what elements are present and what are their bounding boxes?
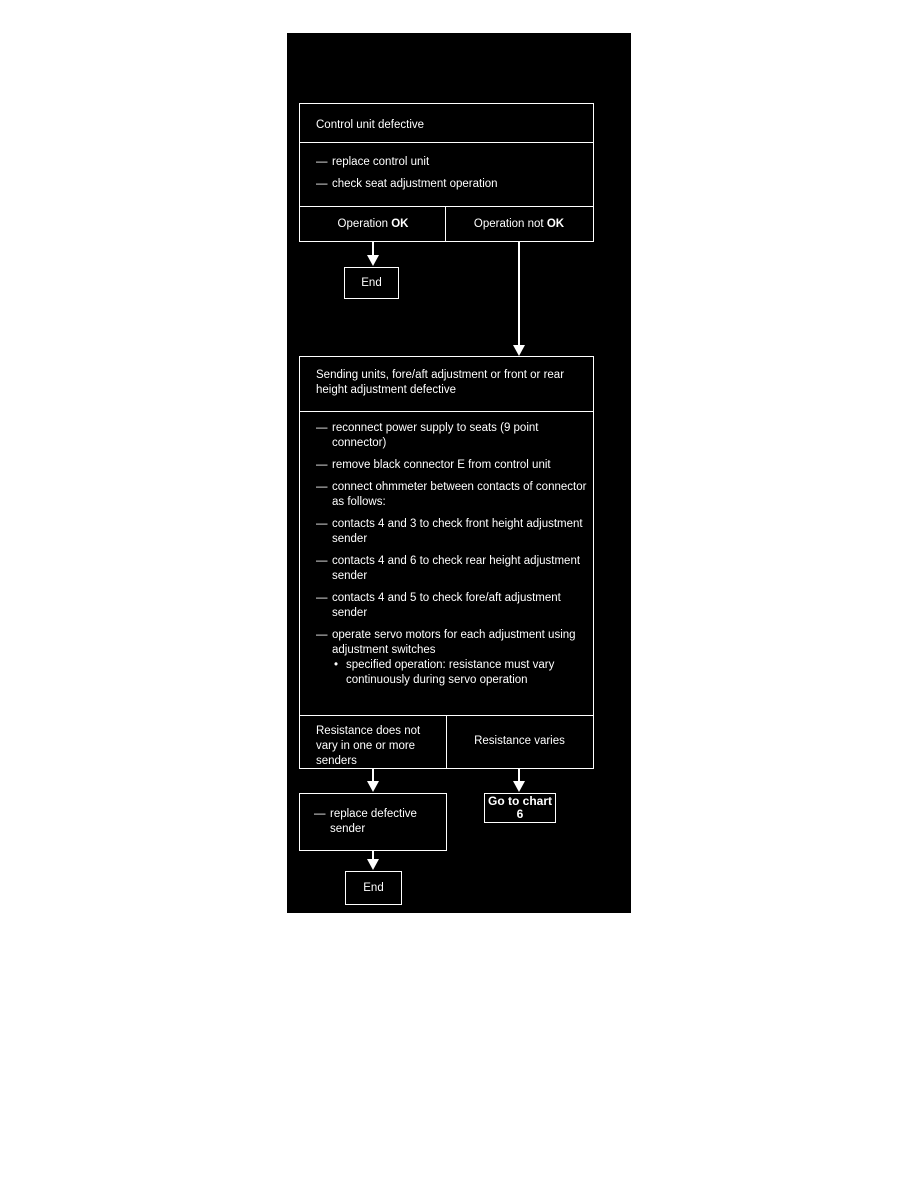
- step-contacts-4-3: — contacts 4 and 3 to check front height adjustment sender: [316, 518, 583, 545]
- step-operate-servo-motors: — operate servo motors for each adjustment using adjustment switches: [316, 629, 576, 656]
- step-replace-control-unit: — replace control unit: [316, 156, 430, 168]
- specified-operation-note: • specified operation: resistance must vary continuously during servo operation: [334, 659, 555, 686]
- branch-resistance-not-vary: Resistance does not vary in one or more senders: [316, 725, 421, 767]
- flowchart-panel: [287, 33, 631, 913]
- step-contacts-4-5: — contacts 4 and 5 to check fore/aft adjustment sender: [316, 592, 561, 619]
- arrowhead-varies-to-goto: [513, 781, 525, 792]
- arrowhead-not-ok-to-box2: [513, 345, 525, 356]
- step-replace-defective-sender: — replace defective sender: [314, 808, 417, 835]
- end-terminal-2: End: [345, 871, 402, 905]
- go-to-chart-link[interactable]: Go to chart 6: [484, 793, 556, 823]
- branch-operation-ok: Operation OK: [337, 217, 409, 230]
- sending-units-box: [299, 356, 594, 769]
- control-unit-title: Control unit defective: [316, 119, 425, 131]
- step-reconnect-power: — reconnect power supply to seats (9 point connector): [316, 422, 539, 449]
- replace-sender-box: [299, 793, 447, 851]
- step-check-seat-adjustment: — check seat adjustment operation: [316, 178, 498, 190]
- arrowhead-no-vary-to-replace: [367, 781, 379, 792]
- branch-resistance-varies: Resistance varies: [474, 735, 565, 747]
- arrowhead-ok-to-end: [367, 255, 379, 266]
- control-unit-box: [299, 103, 594, 242]
- end-terminal-1: End: [344, 267, 399, 299]
- branch-operation-not-ok: Operation not OK: [473, 217, 565, 230]
- step-contacts-4-6: — contacts 4 and 6 to check rear height adjustment sender: [316, 555, 581, 582]
- step-remove-connector-e: — remove black connector E from control unit: [316, 459, 551, 471]
- step-connect-ohmmeter: — connect ohmmeter between contacts of connector as follows:: [316, 481, 587, 508]
- sending-units-title: Sending units, fore/aft adjustment or front or rear height adjustment defective: [316, 369, 565, 396]
- arrowhead-replace-to-end: [367, 859, 379, 870]
